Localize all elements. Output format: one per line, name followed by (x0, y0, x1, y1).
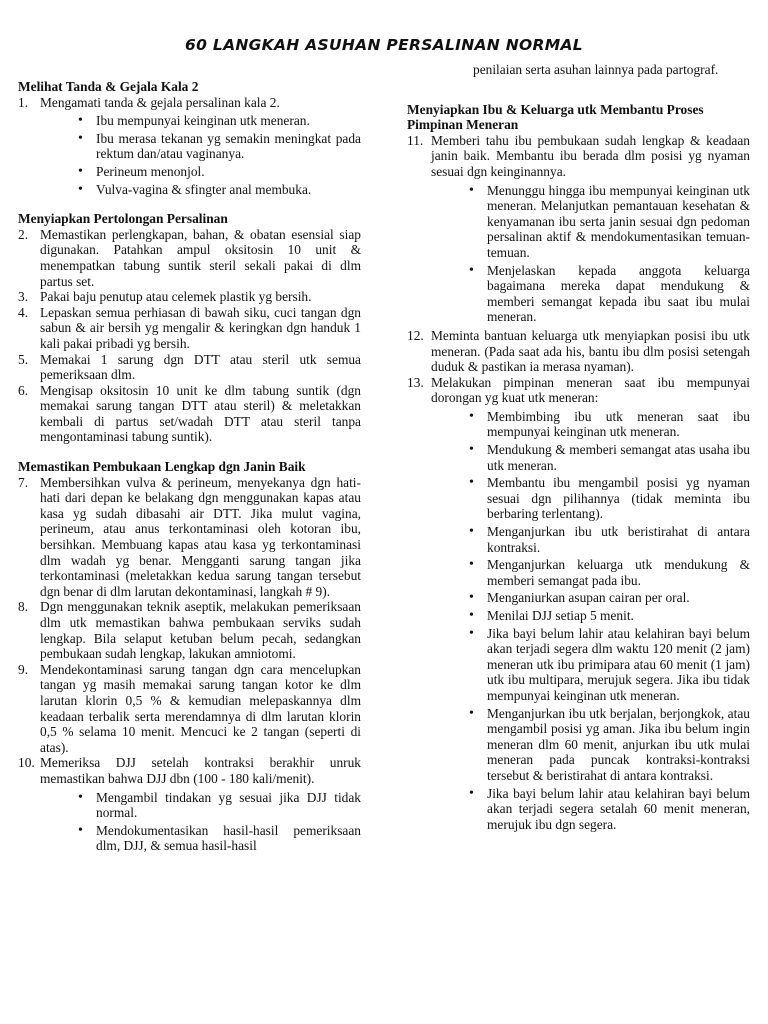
step-number: 2. (18, 226, 29, 242)
step-text: Pakai baju penutup atau celemek plastik yg bersih. (40, 289, 312, 305)
bullet-item: • Menganiurkan asupan cairan per oral. (409, 590, 750, 606)
bullet-list (431, 183, 750, 325)
step-number: 6. (18, 382, 29, 398)
step-number: 8. (18, 599, 29, 615)
step-text: Melakukan pimpinan meneran saat ibu mempunyai dorongan yg kuat utk meneran: (431, 374, 750, 406)
bullet-item: • Membantu ibu mengambil posisi yg nyaman sesuai dgn pilihannya (tidak meminta ibu berbaring terlentang). (409, 475, 750, 522)
step-number: 9. (18, 661, 29, 677)
continuation-text: penilaian serta asuhan lainnya pada partograf. (473, 62, 719, 77)
step-item (18, 305, 361, 352)
step-item (18, 95, 361, 198)
step-number: 3. (18, 289, 29, 305)
section (407, 102, 750, 833)
section (18, 211, 361, 445)
step-text: Memberi tahu ibu pembukaan sudah lengkap & keadaan janin baik. Membantu ibu berada dlm posisi yg nyaman sesuai dgn keinginannya. (431, 132, 750, 179)
bullet-list (40, 790, 361, 854)
step-number: 4. (18, 304, 29, 320)
step-item (18, 662, 361, 756)
step-item (18, 289, 361, 305)
bullet-list (40, 113, 361, 197)
section-heading: Menyiapkan Pertolongan Persalinan (18, 211, 228, 227)
step-number: 1. (18, 94, 29, 110)
step-item (18, 755, 361, 854)
bullet-item: • Menganjurkan ibu utk beristirahat di antara kontraksi. (409, 524, 750, 555)
section-heading: Menyiapkan Ibu & Keluarga utk Membantu Proses Pimpinan Meneran (407, 101, 704, 133)
section-heading: Melihat Tanda & Gejala Kala 2 (18, 79, 199, 94)
step-number: 11. (407, 132, 424, 148)
step-text: Mengamati tanda & gejala persalinan kala 2. (40, 94, 280, 110)
step-text: Lepaskan semua perhiasan di bawah siku, cuci tangan dgn sabun & air bersih yg mengalir & keringkan dgn handuk 1 kali pakai pribadi yg bersih. (40, 304, 361, 351)
step-text: Mendekontaminasi sarung tangan dgn cara mencelupkan tangan yg masih memakai sarung tangan kotor ke dlm larutan klorin 0,5 % & kemudian melepaskannya dlm keadaan terbalik serta merendamnya di dlm larutan klorin 0,5 % selama 10 menit. Mencuci ke 2 tangan (seperti di atas). (40, 661, 361, 755)
step-item (18, 475, 361, 600)
step-text: Memeriksa DJJ setelah kontraksi berakhir unruk memastikan bahwa DJJ dbn (100 - 180 kali/menit). (40, 755, 361, 786)
bullet-item: • Membimbing ibu utk meneran saat ibu mempunyai keinginan utk meneran. (409, 409, 750, 440)
step-number: 10. (18, 755, 35, 771)
step-item (18, 383, 361, 445)
document-title: 60 LANGKAH ASUHAN PERSALINAN NORMAL (185, 36, 583, 54)
step-text: Dgn menggunakan teknik aseptik, melakukan pemeriksaan dlm utk memastikan bahwa pembukaan serviks sudah lengkap. Bila selaput ketuban belum pecah, sedangkan pembukaan sudah lengkap, lakukan amniotomi. (40, 599, 361, 662)
step-list (18, 475, 361, 854)
bullet-item: • Perineum menonjol. (18, 164, 361, 180)
step-number: 13. (407, 374, 424, 390)
bullet-item: • Menjelaskan kepada anggota keluarga bagaimana mereka dapat mendukung & memberi semangat kepada ibu saat ibu mulai meneran. (409, 263, 750, 325)
step-text: Memastikan perlengkapan, bahan, & obatan esensial siap digunakan. Patahkan ampul oksitosin 10 unit & menempatkan tabung suntik steril sekali pakai di dlm partus set. (40, 226, 361, 289)
step-list (18, 227, 361, 445)
section (18, 79, 361, 197)
bullet-item: • Mendukung & memberi semangat atas usaha ibu utk meneran. (409, 442, 750, 473)
bullet-item: • Menganjurkan keluarga utk mendukung & memberi semangat pada ibu. (409, 557, 750, 588)
bullet-item: • Mengambil tindakan yg sesuai jika DJJ tidak normal. (18, 790, 361, 821)
step-text: Memakai 1 sarung dgn DTT atau steril utk semua pemeriksaan dlm. (40, 351, 361, 383)
step-item (18, 352, 361, 383)
section-heading: Memastikan Pembukaan Lengkap dgn Janin Baik (18, 459, 306, 475)
bullet-item: • Menganjurkan ibu utk berjalan, berjongkok, atau mengambil posisi yg aman. Jika ibu belum ingin meneran dlm 60 menit, anjurkan ibu utk mulai meneran pada puncak kontraksi-kontraksi tersebut & beristirahat di antara kontraksi. (409, 706, 750, 784)
bullet-item: • Menunggu hingga ibu mempunyai keinginan utk meneran. Melanjutkan pemantauan kesehatan & kenyamanan ibu serta janin sesuai dgn pedoman persalinan aktif & mendokumentasikan temuan-temuan. (409, 183, 750, 261)
step-number: 5. (18, 351, 29, 367)
step-item (18, 227, 361, 289)
bullet-list (431, 409, 750, 832)
bullet-item: • Jika bayi belum lahir atau kelahiran bayi belum akan terjadi segera dlm waktu 120 menit (2 jam) meneran utk ibu primipara atau 60 menit (1 jam) utk ibu multipara, merujuk segera. Jika ibu tidak mempunyai keinginan utk meneran. (409, 626, 750, 704)
step-item (407, 375, 750, 833)
step-list (407, 133, 750, 833)
step-list (18, 95, 361, 198)
step-text: Mengisap oksitosin 10 unit ke dlm tabung suntik (dgn memakai sarung tangan DTT atau steril) & meletakkan kembali di partus set/wadah DTT atau steril tanpa mengontaminasi tabung suntik). (40, 382, 361, 445)
bullet-item: • Mendokumentasikan hasil-hasil pemeriksaan dlm, DJJ, & semua hasil-hasil (18, 823, 361, 854)
step-number: 12. (407, 327, 424, 343)
bullet-item: • Vulva-vagina & sfingter anal membuka. (18, 182, 361, 198)
step-item (407, 328, 750, 375)
section (18, 459, 361, 854)
step-item (407, 133, 750, 325)
bullet-item: • Ibu mempunyai keinginan utk meneran. (18, 113, 361, 129)
bullet-item: • Ibu merasa tekanan yg semakin meningkat pada rektum dan/atau vaginanya. (18, 131, 361, 162)
step-text: Membersihkan vulva & perineum, menyekanya dgn hati-hati dari depan ke belakang dgn menggunakan kapas atau kasa yg sudah dibasahi air DTT. Jika mulut vagina, perineum, atau anus terkontaminasi oleh kotoran ibu, bersihkan. Membuang kapas atau kasa yg terkontaminasi dlm wadah yg benar. Mengganti sarung tangan jika terkontaminasi (meletakkan kedua sarung tangan tersebut dgn benar di dlm larutan dekontaminasi, langkah # 9). (40, 474, 361, 599)
step-number: 7. (18, 474, 29, 490)
bullet-item: • Menilai DJJ setiap 5 menit. (409, 608, 750, 624)
step-text: Meminta bantuan keluarga utk menyiapkan posisi ibu utk meneran. (Pada saat ada his, bantu ibu dlm posisi setengah duduk & pastikan ia merasa nyaman). (431, 327, 750, 375)
right-column (407, 62, 750, 846)
bullet-item: • Jika bayi belum lahir atau kelahiran bayi belum akan terjadi segera setalah 60 menit meneran, merujuk ibu dgn segera. (409, 786, 750, 833)
left-column (18, 79, 361, 868)
step-item (18, 599, 361, 661)
